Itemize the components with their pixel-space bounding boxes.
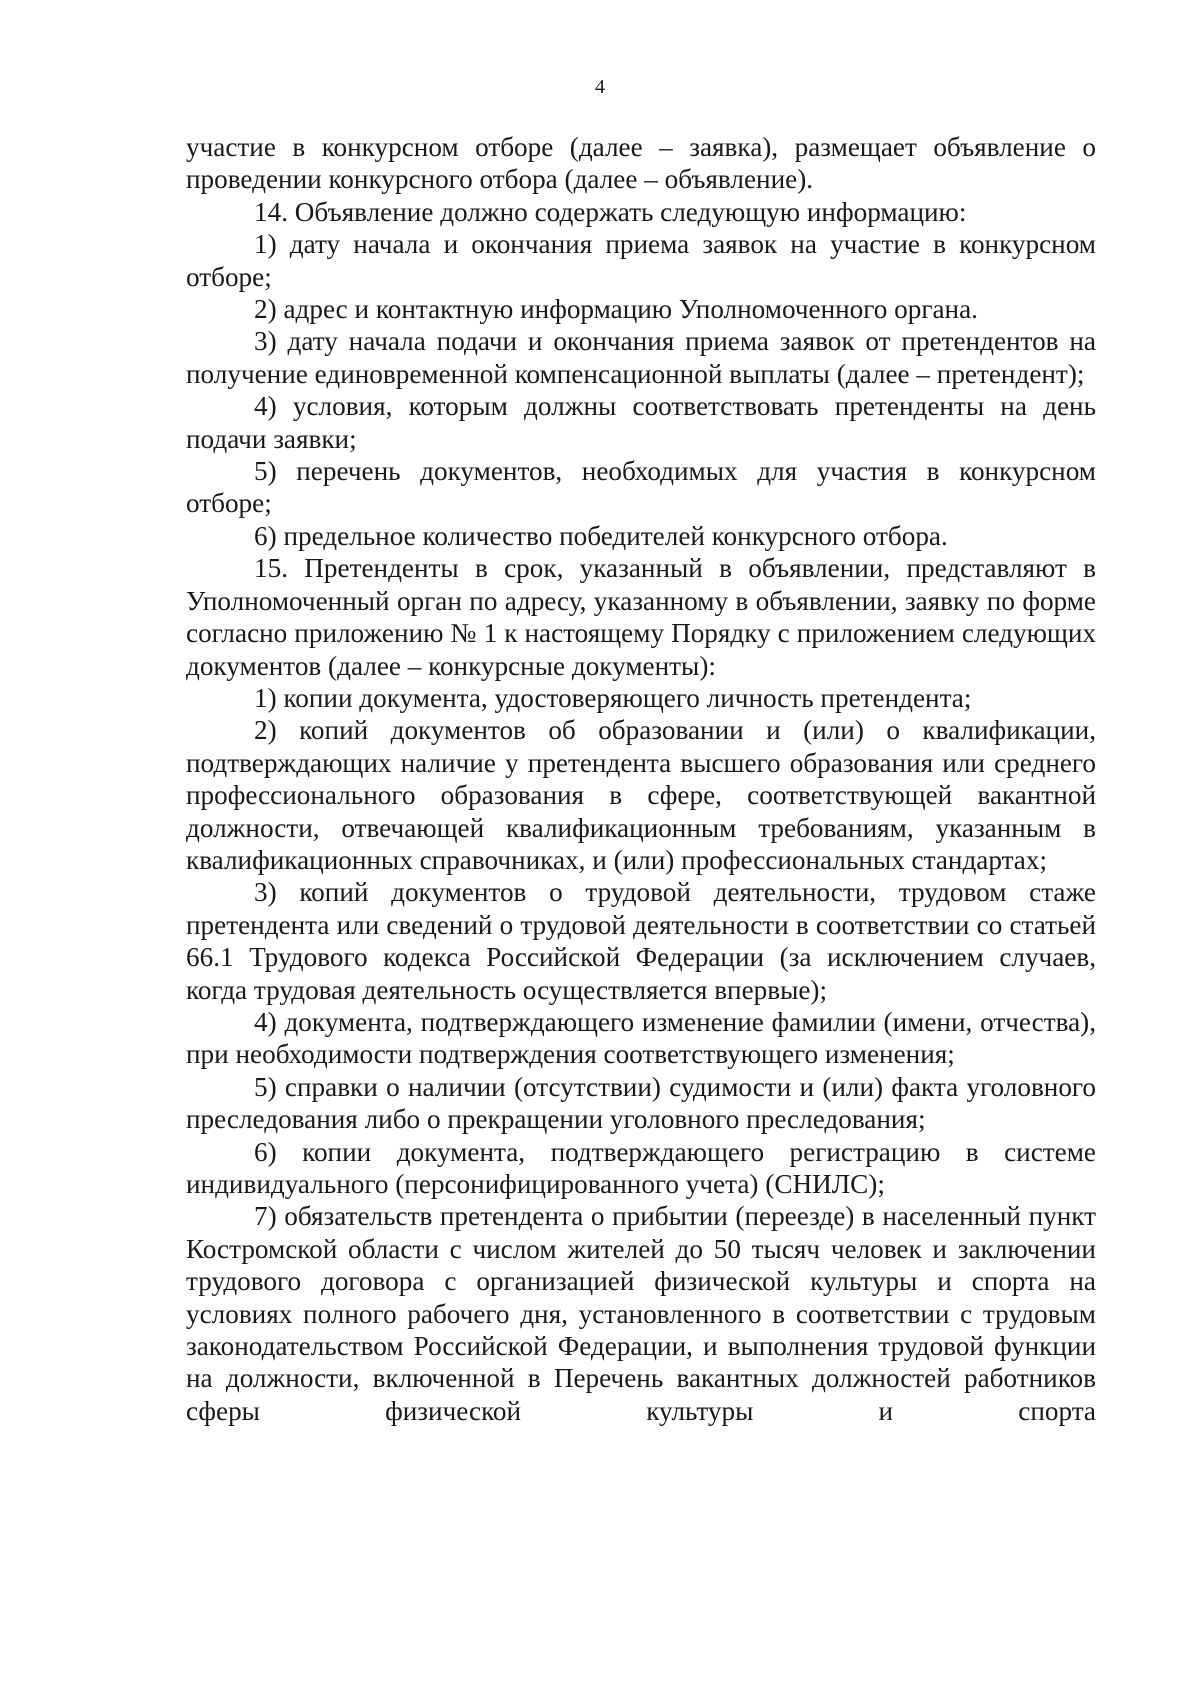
paragraph-15-item-7: 7) обязательств претендента о прибытии (переезде) в населенный пункт Костромской области с числом жителей до 50 тысяч человек и заключении трудового договора с организацией физической культуры и спорта на условиях полного рабочего дня, установленного в соответствии с трудовым законодательством Российской Федерации, и выполнения трудовой функции на должности, включенной в Перечень вакантных должностей работников сферы физической культуры и спорта (186, 1201, 1096, 1426)
paragraph-intro-continuation: участие в конкурсном отборе (далее – заявка), размещает объявление о проведении конкурсного отбора (далее – объявление). (186, 132, 1096, 195)
paragraph-clause-14: 14. Объявление должно содержать следующую информацию: (254, 196, 967, 227)
paragraph-clause-15: 15. Претенденты в срок, указанный в объявлении, представляют в Уполномоченный орган по адресу, указанному в объявлении, заявку по форме согласно приложению № 1 к настоящему Порядку с приложением следующих документов (далее – конкурсные документы): (186, 553, 1096, 681)
document-body (186, 131, 1096, 1427)
paragraph-15-item-5: 5) справки о наличии (отсутствии) судимости и (или) факта уголовного преследования либо о прекращении уголовного преследования; (186, 1071, 1096, 1135)
paragraph-14-item-1: 1) дату начала и окончания приема заявок на участие в конкурсном отборе; (186, 229, 1096, 292)
paragraph-14-item-3: 3) дату начала подачи и окончания приема заявок от претендентов на получение единовременной компенсационной выплаты (далее – претендент); (186, 326, 1096, 389)
paragraph-15-item-3: 3) копий документов о трудовой деятельности, трудовом стаже претендента или сведений о трудовой деятельности в соответствии со статьей 66.1 Трудового кодекса Российской Федерации (за исключением случаев, когда трудовая деятельность осуществляется впервые); (186, 877, 1096, 1005)
paragraph-15-item-4: 4) документа, подтверждающего изменение фамилии (имени, отчества), при необходимости подтверждения соответствующего изменения; (186, 1006, 1096, 1070)
paragraph-15-item-2: 2) копий документов об образовании и (или) о квалификации, подтверждающих наличие у претендента высшего образования или среднего профессионального образования в сфере, соответствующей вакантной должности, отвечающей квалификационным требованиям, указанным в квалификационных справочниках, и (или) профессиональных стандартах; (186, 715, 1096, 875)
page-number: 4 (595, 76, 605, 98)
paragraph-15-item-1: 1) копии документа, удостоверяющего личность претендента; (254, 682, 972, 713)
paragraph-15-item-6: 6) копии документа, подтверждающего регистрацию в системе индивидуального (персонифицированного учета) (СНИЛС); (186, 1136, 1096, 1199)
paragraph-14-item-4: 4) условия, которым должны соответствовать претенденты на день подачи заявки; (186, 391, 1096, 454)
paragraph-14-item-6: 6) предельное количество победителей конкурсного отбора. (254, 520, 948, 551)
paragraph-14-item-2: 2) адрес и контактную информацию Уполномоченного органа. (254, 294, 978, 325)
paragraph-14-item-5: 5) перечень документов, необходимых для участия в конкурсном отборе; (186, 456, 1096, 519)
